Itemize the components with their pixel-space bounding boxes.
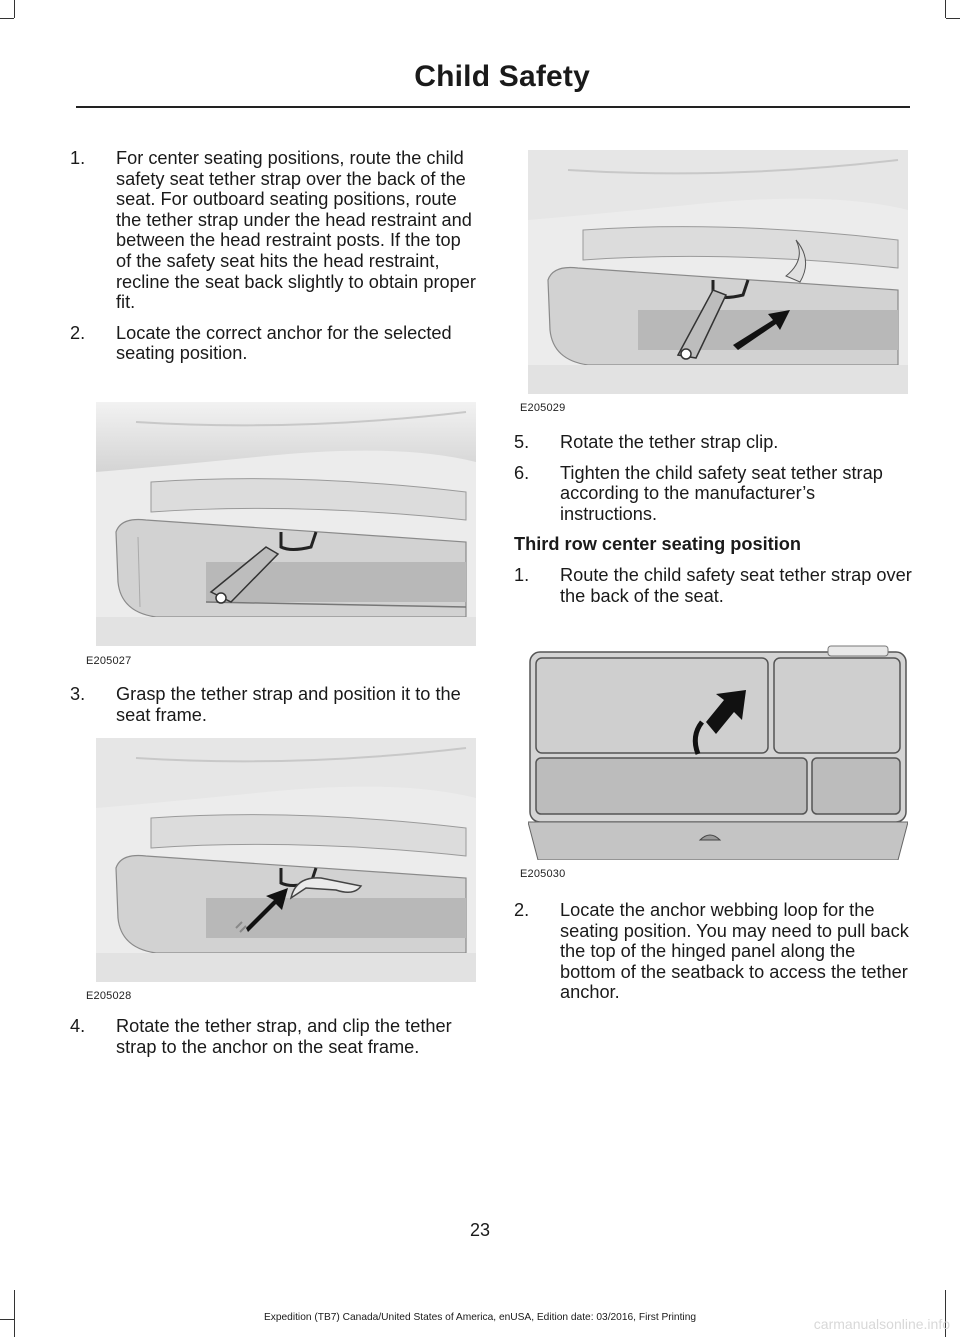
page-title: Child Safety [414,60,590,93]
right-column [514,432,912,617]
step-2 [70,323,480,364]
anchor-illustration [96,402,476,646]
section-subheading: Third row center seating position [514,534,801,555]
footer-text: Expedition (TB7) Canada/United States of America, enUSA, Edition date: 03/2016, First Printing [263,1312,697,1323]
step-number: 2. [514,900,530,920]
step-number: 6. [514,462,530,483]
step-text: Grasp the tether strap and position it to the seat frame. [116,684,461,725]
step-third-row-1 [514,565,912,606]
step-text: For center seating positions, route the child safety seat tether strap over the back of the seat. For outboard seating positions, route the tether strap under the head restraint and between the head restraint posts. If the top of the safety seat hits the head restraint, recline the seat back slightly to obtain proper fit. [116,148,476,313]
step-number: 1. [70,148,86,168]
step-5 [514,432,912,453]
figure-code: E205028 [86,990,132,1002]
step-number: 5. [514,432,530,452]
step-6 [514,463,912,525]
step-number: 4. [70,1016,86,1036]
step-text: Locate the anchor webbing loop for the seating position. You may need to pull back the top of the hinged panel along the bottom of the seatback to access the tether anchor. [560,900,909,1003]
step-text: Rotate the tether strap clip. [560,432,779,452]
figure-code: E205027 [86,655,132,667]
right-column-step2 [514,900,912,1013]
crop-mark [945,0,946,18]
clip-rotate-illustration [528,150,908,394]
watermark: carmanualsonline.info [813,1316,950,1332]
left-column-step4 [70,1016,480,1067]
step-text: Rotate the tether strap, and clip the tether strap to the anchor on the seat frame. [116,1016,452,1057]
crop-mark [946,18,960,19]
step-number: 1. [514,565,530,586]
step-third-row-2 [514,900,912,1003]
step-number: 2. [70,322,86,343]
figure-code: E205029 [520,402,566,414]
step-text: Locate the correct anchor for the selected seating position. [116,322,452,364]
crop-mark [0,18,14,19]
left-column-step3 [70,684,480,735]
left-column [70,148,480,374]
tether-position-illustration [96,738,476,982]
step-text: Route the child safety seat tether strap over the back of the seat. [560,565,912,606]
step-3 [70,684,480,725]
step-1 [70,148,480,313]
step-4 [70,1016,480,1057]
step-number: 3. [70,684,86,704]
page-number: 23 [469,1220,491,1240]
figure-code: E205030 [520,868,566,880]
header-rule [76,106,910,108]
step-text: Tighten the child safety seat tether strap according to the manufacturer’s instructions. [560,462,883,524]
third-row-seat-illustration [528,644,908,860]
crop-mark [14,0,15,18]
